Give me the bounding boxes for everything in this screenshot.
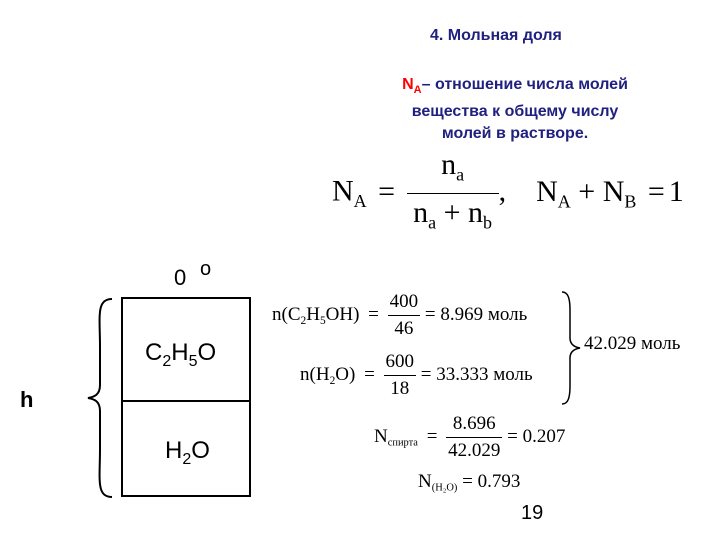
water-fraction-formula: N(H₂O) = 0.793 — [418, 471, 521, 494]
ethanol-layer-label: $C_2H_5O$ — [145, 339, 217, 370]
solution-beaker — [121, 297, 251, 497]
slide-title: 4. Мольная доля — [430, 27, 562, 44]
right-brace-icon — [560, 290, 582, 406]
side-label: h — [20, 387, 34, 412]
top-label-degree: o — [200, 258, 212, 280]
layer-divider — [123, 400, 249, 402]
mole-fraction-symbol: $N_A$ — [402, 76, 422, 97]
ethanol-moles-formula: $n(C_2H_5OH)$ = $\frac{400}{46}$ = 8.969 моль — [272, 291, 528, 339]
alcohol-fraction-formula: Nспирта = $\frac{8.696}{42.029}$ = 0.207 — [374, 413, 566, 461]
mole-fraction-fraction: $\frac{n_a}{n_a + n_b}$ — [407, 148, 499, 240]
water-layer-label: $H_2O$ — [165, 437, 210, 468]
total-moles: 42.029 моль — [584, 333, 681, 354]
mole-fraction-formula: $N_A$ = $\frac{n_a}{n_a + n_b}$ , $N_A + N_B = 1$ — [332, 148, 684, 240]
definition-text: $N_A-$ отношение числа молей вещества к общему числу молей в растворе. — [402, 76, 628, 143]
sum-formula: $N_A + N_B = 1$ — [536, 174, 684, 211]
water-moles-formula: $n(H_2O)$ = $\frac{600}{18}$ = 33.333 моль — [300, 351, 533, 399]
left-brace-icon — [86, 297, 116, 499]
top-label: 0 — [174, 265, 187, 290]
page-number: 19 — [521, 502, 544, 524]
